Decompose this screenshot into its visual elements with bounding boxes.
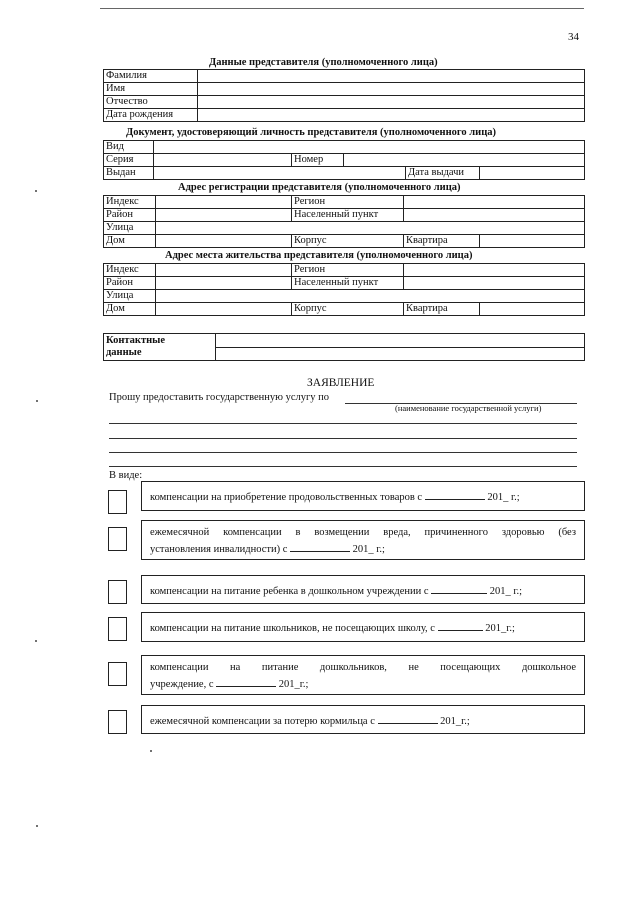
- scan-speck: [35, 640, 37, 642]
- res-index-label: Индекс: [104, 264, 156, 277]
- identity-doc-title: Документ, удостоверяющий личность представителя (уполномоченного лица): [126, 127, 497, 138]
- doc-date-input[interactable]: [480, 167, 585, 180]
- reg-locality-label: Населенный пункт: [292, 209, 404, 222]
- service-line-1[interactable]: [109, 423, 577, 424]
- res-street-label: Улица: [104, 290, 156, 303]
- registration-address-title: Адрес регистрации представителя (уполномоченного лица): [178, 182, 461, 193]
- name-input[interactable]: [198, 83, 585, 96]
- res-house-input[interactable]: [156, 303, 292, 316]
- field-label-birthdate: Дата рождения: [104, 109, 198, 122]
- res-street-input[interactable]: [156, 290, 585, 303]
- contacts-input-1[interactable]: [216, 334, 585, 348]
- option-4: компенсации на питание школьников, не посещающих школу, с 201_г.;: [141, 612, 585, 642]
- scan-speck: [36, 400, 38, 402]
- res-region-label: Регион: [292, 264, 404, 277]
- reg-index-label: Индекс: [104, 196, 156, 209]
- residence-address-title: Адрес места жительства представителя (уполномоченного лица): [165, 250, 473, 261]
- option-3: компенсации на питание ребенка в дошкольном учреждении с 201_ г.;: [141, 575, 585, 604]
- representative-table: [103, 69, 585, 122]
- res-district-input[interactable]: [156, 277, 292, 290]
- option-checkbox-4[interactable]: [108, 617, 127, 641]
- res-locality-label: Населенный пункт: [292, 277, 404, 290]
- option-checkbox-3[interactable]: [108, 580, 127, 604]
- surname-input[interactable]: [198, 70, 585, 83]
- identity-doc-table: [103, 140, 585, 180]
- service-caption: (наименование государственной услуги): [395, 403, 542, 413]
- reg-house-input[interactable]: [156, 235, 292, 248]
- scan-speck: [35, 190, 37, 192]
- reg-district-label: Район: [104, 209, 156, 222]
- option-1: компенсации на приобретение продовольственных товаров с 201_ г.;: [141, 481, 585, 511]
- contacts-label: Контактные данные: [104, 334, 216, 361]
- option-checkbox-2[interactable]: [108, 527, 127, 551]
- scan-speck: [150, 750, 152, 752]
- reg-region-input[interactable]: [404, 196, 585, 209]
- scan-speck: [36, 825, 38, 827]
- field-label-patronymic: Отчество: [104, 96, 198, 109]
- service-line-3[interactable]: [109, 452, 577, 453]
- option-2: ежемесячной компенсации в возмещении вреда, причиненного здоровью (без установления инвалидности) с 201_ г.;: [141, 520, 585, 560]
- birthdate-input[interactable]: [198, 109, 585, 122]
- reg-street-label: Улица: [104, 222, 156, 235]
- option-6: ежемесячной компенсации за потерю кормильца с 201_г.;: [141, 705, 585, 734]
- doc-series-input[interactable]: [154, 154, 292, 167]
- doc-number-input[interactable]: [344, 154, 585, 167]
- res-apartment-label: Квартира: [404, 303, 480, 316]
- page-number: 34: [568, 31, 579, 43]
- patronymic-input[interactable]: [198, 96, 585, 109]
- reg-building-label: Корпус: [292, 235, 404, 248]
- service-line-2[interactable]: [109, 438, 577, 439]
- res-region-input[interactable]: [404, 264, 585, 277]
- reg-apartment-label: Квартира: [404, 235, 480, 248]
- doc-date-label: Дата выдачи: [406, 167, 480, 180]
- reg-district-input[interactable]: [156, 209, 292, 222]
- field-label-name: Имя: [104, 83, 198, 96]
- doc-number-label: Номер: [292, 154, 344, 167]
- representative-title: Данные представителя (уполномоченного лица): [209, 57, 438, 68]
- res-apartment-input[interactable]: [480, 303, 585, 316]
- registration-address-table: [103, 195, 585, 248]
- doc-issued-label: Выдан: [104, 167, 154, 180]
- res-house-label: Дом: [104, 303, 156, 316]
- contacts-table: [103, 333, 585, 361]
- reg-apartment-input[interactable]: [480, 235, 585, 248]
- field-label-surname: Фамилия: [104, 70, 198, 83]
- statement-title: ЗАЯВЛЕНИЕ: [307, 377, 375, 389]
- option-5: компенсации на питание дошкольников, не посещающих дошкольное учреждение, с 201_г.;: [141, 655, 585, 695]
- doc-kind-input[interactable]: [154, 141, 585, 154]
- top-rule: [100, 8, 584, 9]
- contacts-input-2[interactable]: [216, 347, 585, 361]
- doc-kind-label: Вид: [104, 141, 154, 154]
- res-district-label: Район: [104, 277, 156, 290]
- reg-house-label: Дом: [104, 235, 156, 248]
- option-checkbox-5[interactable]: [108, 662, 127, 686]
- res-locality-input[interactable]: [404, 277, 585, 290]
- doc-series-label: Серия: [104, 154, 154, 167]
- in-form-label: В виде:: [109, 470, 143, 481]
- option-checkbox-1[interactable]: [108, 490, 127, 514]
- res-building-label: Корпус: [292, 303, 404, 316]
- reg-street-input[interactable]: [156, 222, 585, 235]
- reg-locality-input[interactable]: [404, 209, 585, 222]
- residence-address-table: [103, 263, 585, 316]
- service-line-4[interactable]: [109, 466, 577, 467]
- request-text: Прошу предоставить государственную услугу по: [109, 392, 330, 403]
- doc-issued-input[interactable]: [154, 167, 406, 180]
- res-index-input[interactable]: [156, 264, 292, 277]
- reg-region-label: Регион: [292, 196, 404, 209]
- reg-index-input[interactable]: [156, 196, 292, 209]
- option-checkbox-6[interactable]: [108, 710, 127, 734]
